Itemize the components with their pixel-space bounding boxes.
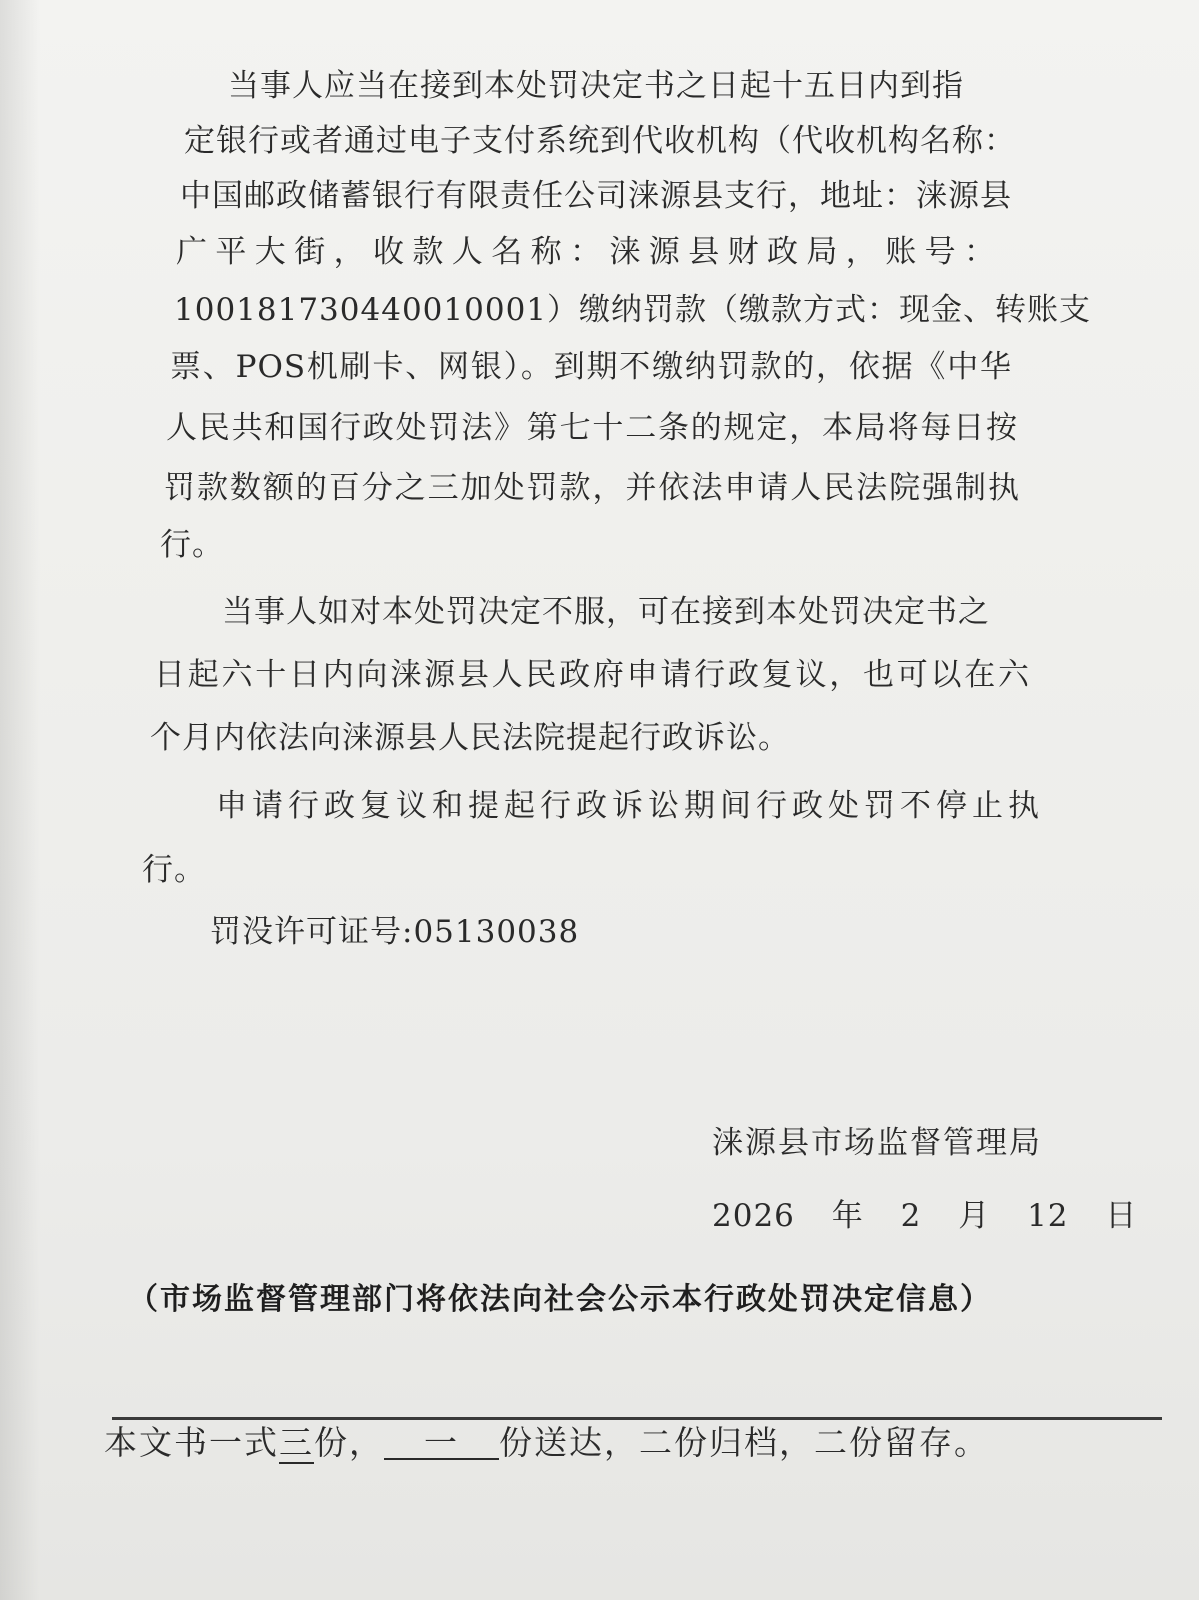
date-month: 2 [900, 1198, 922, 1234]
date-month-unit: 月 [958, 1198, 991, 1234]
retained-count: 二 [814, 1423, 849, 1462]
license-number: 罚没许可证号:05130038 [210, 914, 580, 950]
copies-statement [104, 1423, 989, 1463]
public-disclosure-notice: （市场监督管理部门将依法向社会公示本行政处罚决定信息） [128, 1282, 992, 1317]
paragraph1-line-8: 罚款数额的百分之三加处罚款，并依法申请人民法院强制执 [164, 470, 1020, 506]
page-edge-shadow [0, 0, 40, 1600]
paragraph1-line-1: 当事人应当在接到本处罚决定书之日起十五日内到指 [228, 68, 964, 104]
paragraph3-line-1: 申请行政复议和提起行政诉讼期间行政处罚不停止执 [216, 788, 1040, 824]
paragraph1-line-9: 行。 [160, 527, 224, 563]
paragraph1-line-4: 广平大街，收款人名称：涞源县财政局，账号： [176, 234, 996, 270]
date-year: 2026 [712, 1198, 795, 1234]
delivered-count: 一 [384, 1428, 499, 1460]
delivered-label: 份送达， [499, 1423, 639, 1462]
date-day: 12 [1027, 1198, 1069, 1234]
archived-count: 二 [639, 1423, 674, 1462]
issuing-authority: 涞源县市场监督管理局 [712, 1125, 1042, 1161]
issue-date [712, 1196, 1137, 1236]
date-day-unit: 日 [1105, 1198, 1138, 1234]
archived-label: 份归档， [674, 1423, 814, 1462]
paragraph1-line-5: 100181730440010001）缴纳罚款（缴款方式：现金、转账支 [174, 292, 1092, 328]
paragraph2-line-1: 当事人如对本处罚决定不服，可在接到本处罚决定书之 [222, 594, 990, 630]
paragraph1-line-3: 中国邮政储蓄银行有限责任公司涞源县支行，地址：涞源县 [180, 178, 1012, 214]
retained-label: 份留存。 [849, 1423, 989, 1462]
paragraph3-line-2: 行。 [142, 852, 206, 888]
copies-total: 三 [279, 1423, 314, 1462]
paragraph1-line-6: 票、POS机刷卡、网银）。到期不缴纳罚款的，依据《中华 [170, 349, 1012, 385]
paragraph2-line-3: 个月内依法向涞源县人民法院提起行政诉讼。 [150, 720, 790, 756]
date-year-unit: 年 [831, 1198, 864, 1234]
paragraph2-line-2: 日起六十日内向涞源县人民政府申请行政复议，也可以在六 [154, 657, 1030, 693]
footer-divider [112, 1417, 1162, 1420]
paragraph1-line-7: 人民共和国行政处罚法》第七十二条的规定，本局将每日按 [166, 410, 1018, 446]
copies-suffix: 份， [314, 1423, 384, 1462]
copies-prefix: 本文书一式 [104, 1423, 279, 1462]
paragraph1-line-2: 定银行或者通过电子支付系统到代收机构（代收机构名称： [184, 123, 1016, 159]
